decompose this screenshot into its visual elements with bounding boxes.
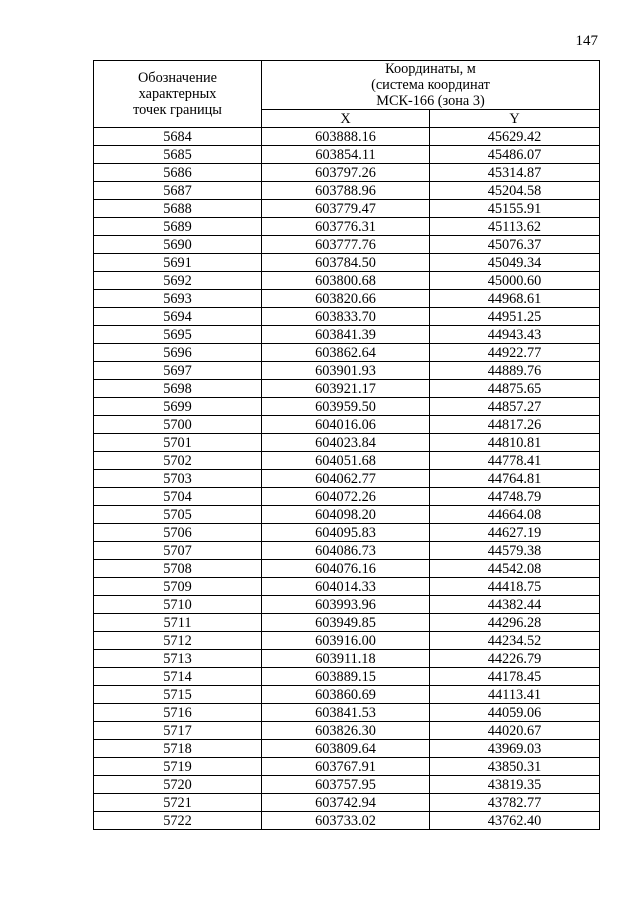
point-id-cell: 5706 (94, 524, 262, 542)
x-coordinate-cell: 604016.06 (262, 416, 430, 434)
x-coordinate-cell: 603889.15 (262, 668, 430, 686)
table-row (94, 434, 600, 452)
point-id-cell: 5722 (94, 812, 262, 830)
y-coordinate-cell: 45486.07 (430, 146, 600, 164)
y-coordinate-cell: 44296.28 (430, 614, 600, 632)
page-number: 147 (575, 33, 598, 49)
table-row (94, 182, 600, 200)
table-row (94, 254, 600, 272)
point-id-cell: 5719 (94, 758, 262, 776)
point-id-cell: 5692 (94, 272, 262, 290)
x-coordinate-cell: 603860.69 (262, 686, 430, 704)
table-row (94, 524, 600, 542)
table-row (94, 146, 600, 164)
table-row (94, 164, 600, 182)
point-id-cell: 5686 (94, 164, 262, 182)
x-coordinate-cell: 603800.68 (262, 272, 430, 290)
y-coordinate-cell: 44113.41 (430, 686, 600, 704)
x-coordinate-cell: 604076.16 (262, 560, 430, 578)
point-id-cell: 5711 (94, 614, 262, 632)
table-row (94, 344, 600, 362)
x-coordinate-cell: 604014.33 (262, 578, 430, 596)
y-coordinate-cell: 44382.44 (430, 596, 600, 614)
table-row (94, 542, 600, 560)
table-row (94, 380, 600, 398)
y-coordinate-cell: 44857.27 (430, 398, 600, 416)
x-coordinate-cell: 603779.47 (262, 200, 430, 218)
table-row (94, 326, 600, 344)
y-coordinate-cell: 43819.35 (430, 776, 600, 794)
table-row (94, 560, 600, 578)
table-row (94, 794, 600, 812)
y-coordinate-cell: 44889.76 (430, 362, 600, 380)
point-id-cell: 5714 (94, 668, 262, 686)
table-row (94, 128, 600, 146)
x-coordinate-cell: 603757.95 (262, 776, 430, 794)
y-coordinate-cell: 44778.41 (430, 452, 600, 470)
y-coordinate-cell: 45314.87 (430, 164, 600, 182)
table-row (94, 668, 600, 686)
table-row (94, 722, 600, 740)
table-row (94, 236, 600, 254)
point-id-cell: 5688 (94, 200, 262, 218)
point-id-cell: 5708 (94, 560, 262, 578)
x-coordinate-cell: 603788.96 (262, 182, 430, 200)
table-row (94, 650, 600, 668)
point-id-cell: 5694 (94, 308, 262, 326)
point-id-cell: 5709 (94, 578, 262, 596)
y-coordinate-cell: 44748.79 (430, 488, 600, 506)
point-id-cell: 5687 (94, 182, 262, 200)
table-row (94, 218, 600, 236)
point-id-cell: 5720 (94, 776, 262, 794)
y-coordinate-cell: 44178.45 (430, 668, 600, 686)
table-row (94, 740, 600, 758)
point-id-cell: 5685 (94, 146, 262, 164)
x-coordinate-cell: 603784.50 (262, 254, 430, 272)
y-coordinate-cell: 44234.52 (430, 632, 600, 650)
x-coordinate-cell: 603820.66 (262, 290, 430, 308)
point-id-cell: 5693 (94, 290, 262, 308)
y-coordinate-cell: 43850.31 (430, 758, 600, 776)
y-coordinate-cell: 44951.25 (430, 308, 600, 326)
y-coordinate-cell: 45000.60 (430, 272, 600, 290)
y-coordinate-cell: 44943.43 (430, 326, 600, 344)
table-row (94, 200, 600, 218)
table-row (94, 686, 600, 704)
y-coordinate-cell: 44968.61 (430, 290, 600, 308)
y-coordinate-cell: 43969.03 (430, 740, 600, 758)
y-coordinate-cell: 44418.75 (430, 578, 600, 596)
x-coordinate-cell: 603776.31 (262, 218, 430, 236)
table-row (94, 614, 600, 632)
y-coordinate-cell: 44875.65 (430, 380, 600, 398)
table-row (94, 704, 600, 722)
point-id-cell: 5712 (94, 632, 262, 650)
x-coordinate-cell: 603862.64 (262, 344, 430, 362)
point-id-cell: 5696 (94, 344, 262, 362)
point-id-cell: 5705 (94, 506, 262, 524)
x-coordinate-cell: 603959.50 (262, 398, 430, 416)
table-row (94, 470, 600, 488)
x-coordinate-cell: 603826.30 (262, 722, 430, 740)
x-coordinate-cell: 603993.96 (262, 596, 430, 614)
x-coordinate-cell: 603911.18 (262, 650, 430, 668)
table-row (94, 812, 600, 830)
table-row (94, 272, 600, 290)
point-label-header: Обозначение характерных точек границы (94, 61, 262, 128)
x-coordinate-cell: 603921.17 (262, 380, 430, 398)
table-row (94, 452, 600, 470)
x-coordinate-cell: 603809.64 (262, 740, 430, 758)
x-coordinate-cell: 604098.20 (262, 506, 430, 524)
point-id-cell: 5689 (94, 218, 262, 236)
y-coordinate-cell: 43782.77 (430, 794, 600, 812)
point-id-cell: 5700 (94, 416, 262, 434)
y-coordinate-cell: 44542.08 (430, 560, 600, 578)
table-row (94, 578, 600, 596)
y-coordinate-cell: 45076.37 (430, 236, 600, 254)
x-coordinate-cell: 603888.16 (262, 128, 430, 146)
point-id-cell: 5690 (94, 236, 262, 254)
coordinates-header: Координаты, м (система координат МСК-166 (зона 3) (262, 61, 600, 110)
point-id-cell: 5707 (94, 542, 262, 560)
y-coordinate-cell: 44764.81 (430, 470, 600, 488)
table-row (94, 362, 600, 380)
x-coordinate-cell: 604095.83 (262, 524, 430, 542)
table-row (94, 596, 600, 614)
coordinates-table (93, 60, 600, 830)
point-id-cell: 5695 (94, 326, 262, 344)
x-coordinate-cell: 604051.68 (262, 452, 430, 470)
point-id-cell: 5713 (94, 650, 262, 668)
table-row (94, 506, 600, 524)
table-row (94, 758, 600, 776)
y-coordinate-cell: 44059.06 (430, 704, 600, 722)
table-row (94, 416, 600, 434)
point-id-cell: 5699 (94, 398, 262, 416)
x-coordinate-cell: 603949.85 (262, 614, 430, 632)
point-id-cell: 5703 (94, 470, 262, 488)
point-id-cell: 5701 (94, 434, 262, 452)
y-coordinate-cell: 45155.91 (430, 200, 600, 218)
point-id-cell: 5718 (94, 740, 262, 758)
y-column-header: Y (430, 110, 600, 128)
x-coordinate-cell: 603841.39 (262, 326, 430, 344)
point-id-cell: 5716 (94, 704, 262, 722)
x-coordinate-cell: 603854.11 (262, 146, 430, 164)
x-coordinate-cell: 603767.91 (262, 758, 430, 776)
x-coordinate-cell: 603901.93 (262, 362, 430, 380)
y-coordinate-cell: 44020.67 (430, 722, 600, 740)
point-id-cell: 5710 (94, 596, 262, 614)
point-id-cell: 5702 (94, 452, 262, 470)
y-coordinate-cell: 44627.19 (430, 524, 600, 542)
point-id-cell: 5684 (94, 128, 262, 146)
table-row (94, 776, 600, 794)
y-coordinate-cell: 44226.79 (430, 650, 600, 668)
point-id-cell: 5717 (94, 722, 262, 740)
y-coordinate-cell: 45204.58 (430, 182, 600, 200)
point-id-cell: 5691 (94, 254, 262, 272)
table-row (94, 488, 600, 506)
table-row (94, 290, 600, 308)
y-coordinate-cell: 44922.77 (430, 344, 600, 362)
table-header (94, 61, 600, 128)
y-coordinate-cell: 44579.38 (430, 542, 600, 560)
x-coordinate-cell: 604086.73 (262, 542, 430, 560)
y-coordinate-cell: 44810.81 (430, 434, 600, 452)
x-coordinate-cell: 603742.94 (262, 794, 430, 812)
y-coordinate-cell: 45113.62 (430, 218, 600, 236)
table-row (94, 632, 600, 650)
x-coordinate-cell: 603841.53 (262, 704, 430, 722)
x-column-header: X (262, 110, 430, 128)
x-coordinate-cell: 604072.26 (262, 488, 430, 506)
x-coordinate-cell: 603833.70 (262, 308, 430, 326)
point-id-cell: 5698 (94, 380, 262, 398)
x-coordinate-cell: 604023.84 (262, 434, 430, 452)
x-coordinate-cell: 603733.02 (262, 812, 430, 830)
y-coordinate-cell: 45629.42 (430, 128, 600, 146)
x-coordinate-cell: 603777.76 (262, 236, 430, 254)
table-body (94, 128, 600, 830)
point-id-cell: 5704 (94, 488, 262, 506)
x-coordinate-cell: 603916.00 (262, 632, 430, 650)
x-coordinate-cell: 603797.26 (262, 164, 430, 182)
y-coordinate-cell: 43762.40 (430, 812, 600, 830)
point-id-cell: 5721 (94, 794, 262, 812)
table-row (94, 398, 600, 416)
point-id-cell: 5715 (94, 686, 262, 704)
y-coordinate-cell: 45049.34 (430, 254, 600, 272)
point-id-cell: 5697 (94, 362, 262, 380)
x-coordinate-cell: 604062.77 (262, 470, 430, 488)
y-coordinate-cell: 44664.08 (430, 506, 600, 524)
y-coordinate-cell: 44817.26 (430, 416, 600, 434)
table-row (94, 308, 600, 326)
